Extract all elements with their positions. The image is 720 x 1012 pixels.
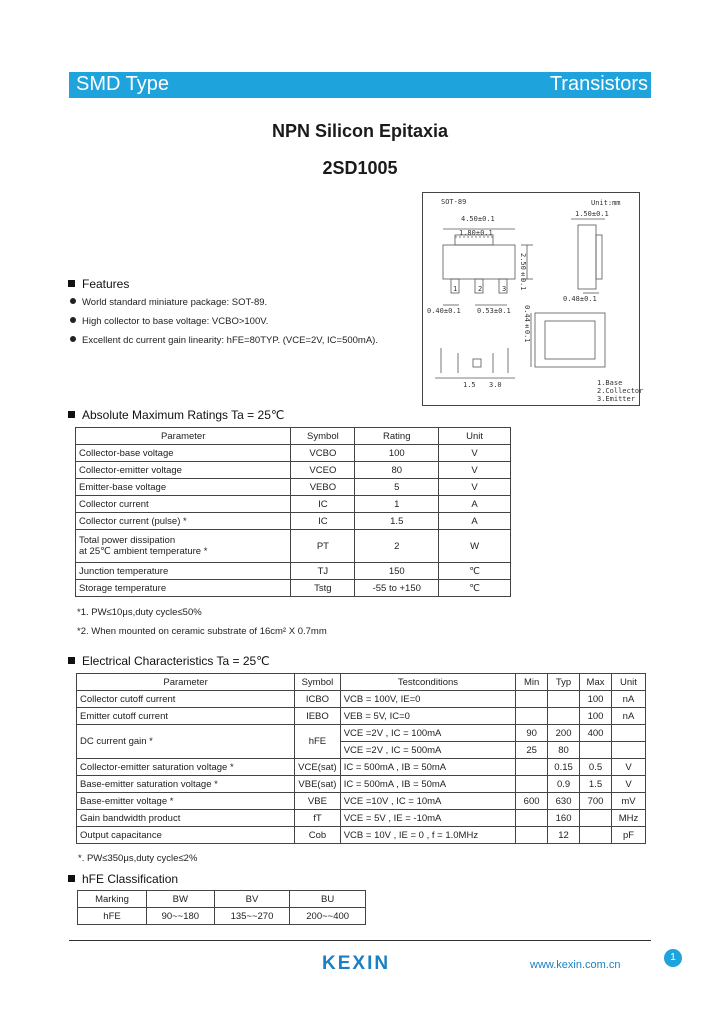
hfe-mark: BU (290, 891, 366, 908)
feature-item: Excellent dc current gain linearity: hFE=80TYP. (VCE=2V, IC=500mA). (70, 335, 378, 346)
unit-cell (611, 725, 645, 742)
condition-cell: VCE =2V , IC = 500mA (340, 742, 515, 759)
condition-cell: VCB = 100V, IE=0 (340, 691, 515, 708)
column-header: Symbol (291, 428, 355, 445)
hfe-label: hFE (78, 908, 147, 925)
parameter-cell: Collector-emitter voltage (76, 462, 291, 479)
rating-cell: 1 (355, 496, 439, 513)
rating-cell: 150 (355, 563, 439, 580)
unit-cell: nA (611, 691, 645, 708)
dim-label: 3.0 (489, 381, 502, 389)
column-header: Unit (439, 428, 511, 445)
header-right-label: Transistors (549, 73, 648, 95)
table-header-row (77, 674, 646, 691)
pin-number: 2 (478, 285, 483, 293)
min-cell: 600 (516, 793, 548, 810)
condition-cell: VCE =2V , IC = 100mA (340, 725, 515, 742)
hfe-heading: hFE Classification (68, 872, 178, 886)
elec-heading: Electrical Characteristics Ta = 25℃ (68, 654, 270, 668)
parameter-cell: Storage temperature (76, 580, 291, 597)
unit-cell: ℃ (439, 580, 511, 597)
typ-cell: 200 (548, 725, 580, 742)
table-row (76, 513, 511, 530)
min-cell (516, 827, 548, 844)
dim-label: 4.50±0.1 (461, 215, 495, 223)
unit-cell: V (439, 445, 511, 462)
column-header: Symbol (295, 674, 341, 691)
table-row (77, 759, 646, 776)
symbol-cell: VCE(sat) (295, 759, 341, 776)
dim-label: 0.40±0.1 (427, 307, 461, 315)
unit-cell: pF (611, 827, 645, 844)
dim-label: 1.50±0.1 (575, 210, 609, 218)
package-outline-svg (423, 193, 639, 405)
parameter-cell: Collector current (pulse) * (76, 513, 291, 530)
parameter-cell: DC current gain * (77, 725, 295, 759)
kexin-logo: KEXIN (322, 953, 391, 974)
symbol-cell: VCEO (291, 462, 355, 479)
elec-table (76, 673, 646, 844)
part-number: 2SD1005 (322, 158, 398, 178)
dim-label: 2.50±0.1 (519, 253, 527, 291)
parameter-cell: Base-emitter saturation voltage * (77, 776, 295, 793)
table-row (77, 810, 646, 827)
table-row (77, 827, 646, 844)
unit-cell: ℃ (439, 563, 511, 580)
pin-number: 3 (502, 285, 507, 293)
parameter-cell: Collector-emitter saturation voltage * (77, 759, 295, 776)
dim-label: 0.44±0.1 (523, 305, 531, 343)
condition-cell: IC = 500mA , IB = 50mA (340, 759, 515, 776)
typ-cell (548, 691, 580, 708)
dim-label: 0.53±0.1 (477, 307, 511, 315)
min-cell (516, 776, 548, 793)
square-bullet-icon (68, 280, 75, 287)
max-cell (580, 742, 612, 759)
max-cell (580, 827, 612, 844)
page-number: 1 (664, 949, 682, 967)
table-row (76, 496, 511, 513)
parameter-cell: Collector current (76, 496, 291, 513)
table-row (77, 776, 646, 793)
column-header: Typ (548, 674, 580, 691)
elec-note: *. PW≤350μs,duty cycle≤2% (78, 853, 198, 864)
dim-label: 1.80±0.1 (459, 229, 493, 237)
feature-item: High collector to base voltage: VCBO>100V. (70, 316, 268, 327)
table-row (77, 708, 646, 725)
package-name: SOT-89 (441, 198, 467, 206)
symbol-cell: Tstg (291, 580, 355, 597)
table-row (76, 563, 511, 580)
abs-max-table (75, 427, 511, 597)
dim-label: 0.48±0.1 (563, 295, 597, 303)
symbol-cell: PT (291, 530, 355, 563)
footer-divider (69, 940, 651, 941)
typ-cell: 0.9 (548, 776, 580, 793)
hfe-range: 200~~400 (290, 908, 366, 925)
hfe-range: 135~~270 (214, 908, 290, 925)
table-row (76, 530, 511, 563)
condition-cell: VCB = 10V , IE = 0 , f = 1.0MHz (340, 827, 515, 844)
dim-label: 1.5 (463, 381, 476, 389)
table-row (76, 445, 511, 462)
symbol-cell: fT (295, 810, 341, 827)
max-cell: 1.5 (580, 776, 612, 793)
feature-item: World standard miniature package: SOT-89. (70, 297, 267, 308)
column-header: Unit (611, 674, 645, 691)
pin-legend: 1.Base (597, 379, 623, 387)
unit-cell: V (611, 759, 645, 776)
min-cell (516, 810, 548, 827)
symbol-cell: IC (291, 513, 355, 530)
typ-cell: 0.15 (548, 759, 580, 776)
unit-cell: nA (611, 708, 645, 725)
column-header: Testconditions (340, 674, 515, 691)
symbol-cell: IC (291, 496, 355, 513)
square-bullet-icon (68, 411, 75, 418)
rating-cell: 2 (355, 530, 439, 563)
rating-cell: 1.5 (355, 513, 439, 530)
symbol-cell: VBE (295, 793, 341, 810)
footer-url[interactable]: www.kexin.com.cn (530, 959, 621, 971)
rating-cell: 100 (355, 445, 439, 462)
unit-cell: mV (611, 793, 645, 810)
min-cell: 25 (516, 742, 548, 759)
symbol-cell: hFE (295, 725, 341, 759)
table-header-row (76, 428, 511, 445)
column-header: Rating (355, 428, 439, 445)
symbol-cell: VCBO (291, 445, 355, 462)
unit-cell: A (439, 496, 511, 513)
unit-cell: V (439, 462, 511, 479)
parameter-cell: Junction temperature (76, 563, 291, 580)
bullet-icon (70, 298, 76, 304)
hfe-range: 90~~180 (147, 908, 215, 925)
symbol-cell: VEBO (291, 479, 355, 496)
pin-legend: 3.Emitter (597, 395, 635, 403)
typ-cell: 160 (548, 810, 580, 827)
square-bullet-icon (68, 875, 75, 882)
abs-note: *2. When mounted on ceramic substrate of 16cm² X 0.7mm (77, 626, 327, 637)
parameter-cell: Collector-base voltage (76, 445, 291, 462)
table-row (76, 479, 511, 496)
parameter-cell: Output capacitance (77, 827, 295, 844)
min-cell: 90 (516, 725, 548, 742)
rating-cell: -55 to +150 (355, 580, 439, 597)
rating-cell: 80 (355, 462, 439, 479)
max-cell (580, 810, 612, 827)
parameter-cell: Base-emitter voltage * (77, 793, 295, 810)
pin-number: 1 (453, 285, 458, 293)
max-cell: 100 (580, 708, 612, 725)
min-cell (516, 708, 548, 725)
table-row (77, 691, 646, 708)
condition-cell: VCE = 5V , IE = -10mA (340, 810, 515, 827)
table-row (76, 462, 511, 479)
max-cell: 0.5 (580, 759, 612, 776)
abs-max-heading: Absolute Maximum Ratings Ta = 25℃ (68, 408, 284, 422)
parameter-cell: Gain bandwidth product (77, 810, 295, 827)
condition-cell: VEB = 5V, IC=0 (340, 708, 515, 725)
symbol-cell: Cob (295, 827, 341, 844)
hfe-mark: BV (214, 891, 290, 908)
pin-legend: 2.Collector (597, 387, 644, 395)
parameter-cell: Emitter-base voltage (76, 479, 291, 496)
table-row (76, 580, 511, 597)
column-header: Parameter (76, 428, 291, 445)
max-cell: 400 (580, 725, 612, 742)
unit-cell: V (611, 776, 645, 793)
condition-cell: VCE =10V , IC = 10mA (340, 793, 515, 810)
bullet-icon (70, 317, 76, 323)
features-heading: Features (68, 277, 129, 291)
parameter-cell: Collector cutoff current (77, 691, 295, 708)
hfe-marking-label: Marking (78, 891, 147, 908)
unit-cell: MHz (611, 810, 645, 827)
min-cell (516, 759, 548, 776)
column-header: Min (516, 674, 548, 691)
typ-cell: 630 (548, 793, 580, 810)
max-cell: 700 (580, 793, 612, 810)
symbol-cell: ICBO (295, 691, 341, 708)
max-cell: 100 (580, 691, 612, 708)
symbol-cell: IEBO (295, 708, 341, 725)
symbol-cell: VBE(sat) (295, 776, 341, 793)
condition-cell: IC = 500mA , IB = 50mA (340, 776, 515, 793)
square-bullet-icon (68, 657, 75, 664)
hfe-table (77, 890, 366, 925)
column-header: Parameter (77, 674, 295, 691)
typ-cell: 80 (548, 742, 580, 759)
table-row (77, 725, 646, 742)
hfe-mark: BW (147, 891, 215, 908)
abs-note: *1. PW≤10μs,duty cycle≤50% (77, 607, 202, 618)
header-left-label: SMD Type (76, 73, 169, 95)
unit-cell: V (439, 479, 511, 496)
parameter-cell: Emitter cutoff current (77, 708, 295, 725)
page-title: NPN Silicon Epitaxia (271, 121, 449, 141)
unit-cell: A (439, 513, 511, 530)
package-unit: Unit:mm (591, 199, 621, 207)
header-band (69, 72, 651, 98)
parameter-cell: Total power dissipation at 25℃ ambient temperature * (76, 530, 291, 563)
typ-cell (548, 708, 580, 725)
unit-cell: W (439, 530, 511, 563)
rating-cell: 5 (355, 479, 439, 496)
package-drawing (422, 192, 644, 406)
unit-cell (611, 742, 645, 759)
typ-cell: 12 (548, 827, 580, 844)
table-row (77, 793, 646, 810)
column-header: Max (580, 674, 612, 691)
symbol-cell: TJ (291, 563, 355, 580)
bullet-icon (70, 336, 76, 342)
min-cell (516, 691, 548, 708)
